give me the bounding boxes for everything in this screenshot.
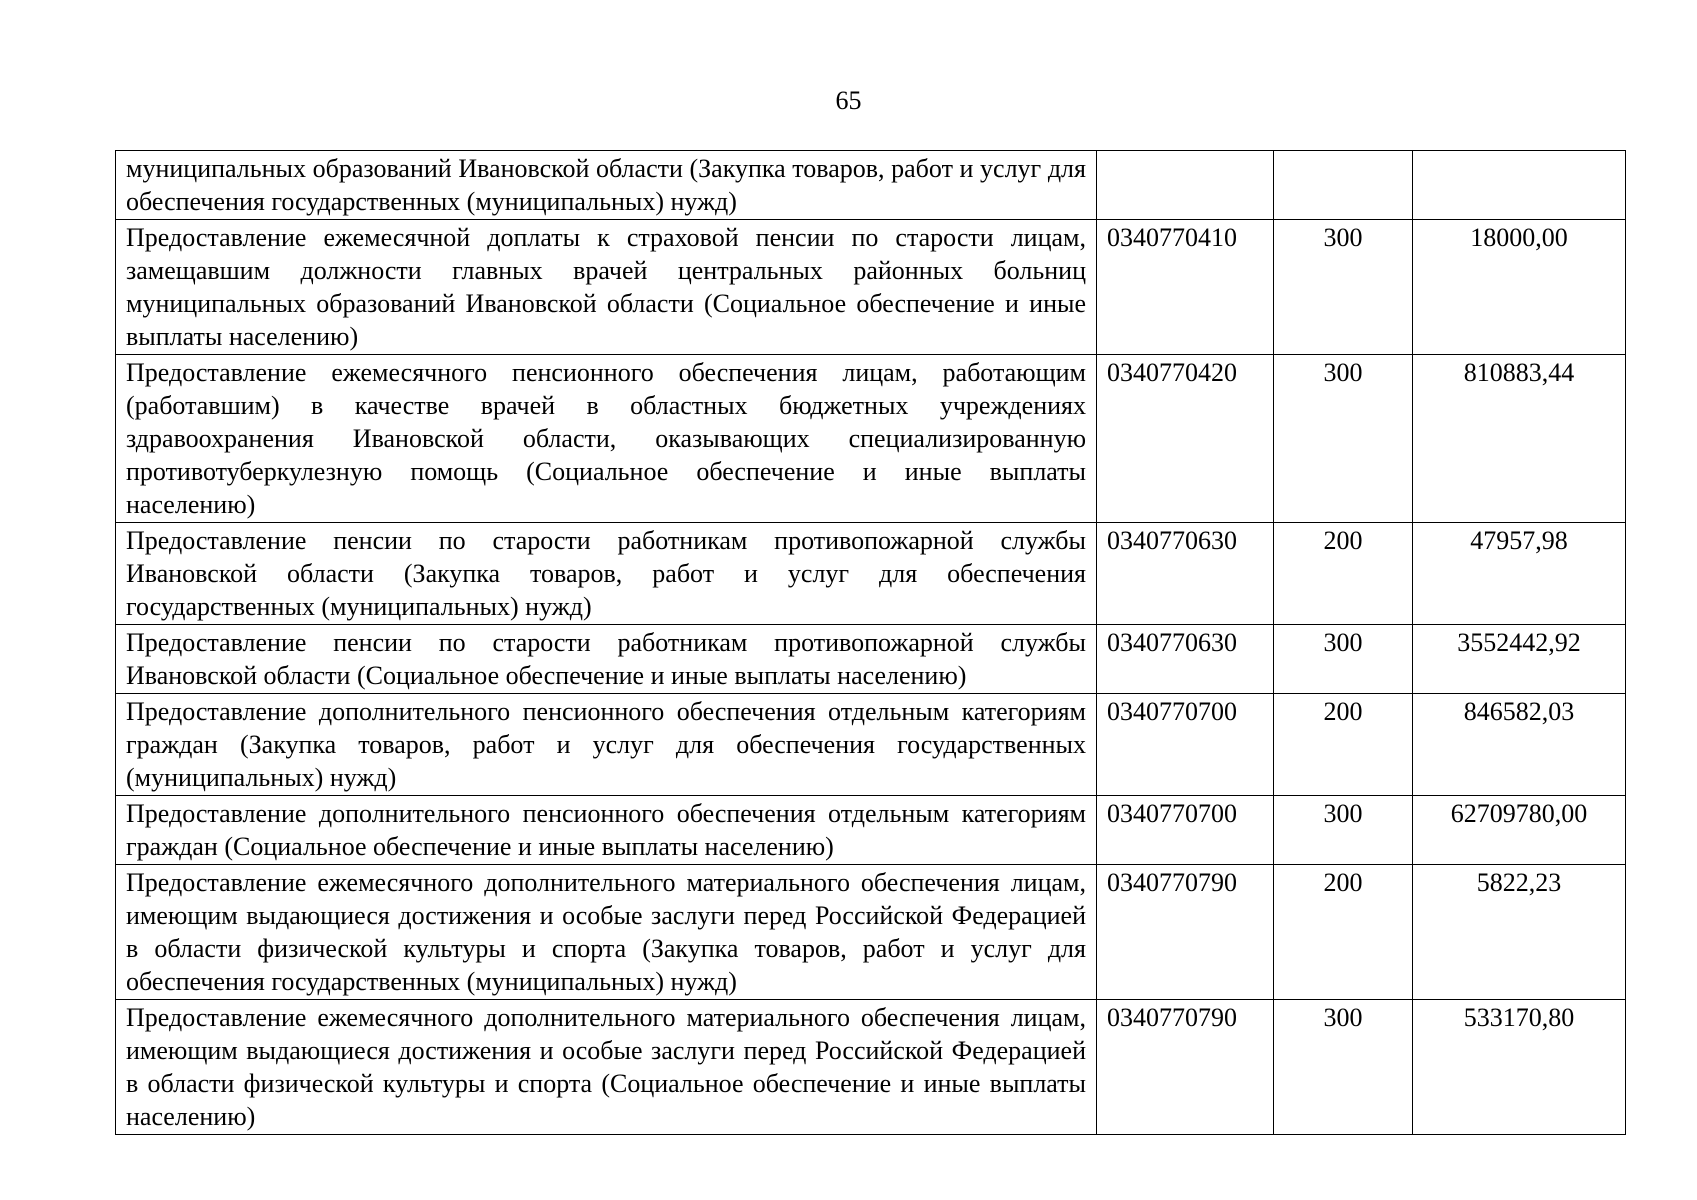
expense-type-cell: 300 <box>1274 625 1413 694</box>
expense-type-cell: 200 <box>1274 523 1413 625</box>
table-row <box>116 355 1626 523</box>
page-number: 65 <box>835 86 862 115</box>
target-article-cell: 0340770420 <box>1097 355 1274 523</box>
expense-name-cell: Предоставление пенсии по старости работникам противопожарной службы Ивановской области (Закупка товаров, работ и услуг для обеспечения государственных (муниципальных) нужд) <box>116 523 1097 625</box>
table-row <box>116 796 1626 865</box>
target-article-cell: 0340770790 <box>1097 1000 1274 1135</box>
amount-cell: 5822,23 <box>1413 865 1626 1000</box>
table-row <box>116 865 1626 1000</box>
amount-cell: 18000,00 <box>1413 220 1626 355</box>
budget-table <box>115 150 1626 1135</box>
amount-cell: 3552442,92 <box>1413 625 1626 694</box>
target-article-cell: 0340770700 <box>1097 694 1274 796</box>
expense-name-cell: Предоставление ежемесячного дополнительного материального обеспечения лицам, имеющим выдающиеся достижения и особые заслуги перед Российской Федерацией в области физической культуры и спорта (Социальное обеспечение и иные выплаты населению) <box>116 1000 1097 1135</box>
target-article-cell: 0340770410 <box>1097 220 1274 355</box>
amount-cell: 846582,03 <box>1413 694 1626 796</box>
expense-type-cell: 300 <box>1274 1000 1413 1135</box>
target-article-cell: 0340770790 <box>1097 865 1274 1000</box>
expense-type-cell: 200 <box>1274 694 1413 796</box>
expense-name-cell: Предоставление дополнительного пенсионного обеспечения отдельным категориям граждан (Закупка товаров, работ и услуг для обеспечения государственных (муниципальных) нужд) <box>116 694 1097 796</box>
table-row <box>116 625 1626 694</box>
table-row <box>116 694 1626 796</box>
expense-name-cell: Предоставление ежемесячной доплаты к страховой пенсии по старости лицам, замещавшим должности главных врачей центральных районных больниц муниципальных образований Ивановской области (Социальное обеспечение и иные выплаты населению) <box>116 220 1097 355</box>
target-article-cell <box>1097 151 1274 220</box>
amount-cell: 810883,44 <box>1413 355 1626 523</box>
expense-name-cell: муниципальных образований Ивановской области (Закупка товаров, работ и услуг для обеспечения государственных (муниципальных) нужд) <box>116 151 1097 220</box>
table-row <box>116 1000 1626 1135</box>
expense-name-cell: Предоставление дополнительного пенсионного обеспечения отдельным категориям граждан (Социальное обеспечение и иные выплаты населению) <box>116 796 1097 865</box>
expense-name-cell: Предоставление ежемесячного дополнительного материального обеспечения лицам, имеющим выдающиеся достижения и особые заслуги перед Российской Федерацией в области физической культуры и спорта (Закупка товаров, работ и услуг для обеспечения государственных (муниципальных) нужд) <box>116 865 1097 1000</box>
target-article-cell: 0340770630 <box>1097 523 1274 625</box>
target-article-cell: 0340770630 <box>1097 625 1274 694</box>
expense-type-cell <box>1274 151 1413 220</box>
expense-type-cell: 300 <box>1274 796 1413 865</box>
expense-type-cell: 300 <box>1274 220 1413 355</box>
amount-cell: 62709780,00 <box>1413 796 1626 865</box>
expense-name-cell: Предоставление ежемесячного пенсионного обеспечения лицам, работающим (работавшим) в качестве врачей в областных бюджетных учреждениях здравоохранения Ивановской области, оказывающих специализированную противотуберкулезную помощь (Социальное обеспечение и иные выплаты населению) <box>116 355 1097 523</box>
table-row <box>116 523 1626 625</box>
table-row <box>116 220 1626 355</box>
amount-cell <box>1413 151 1626 220</box>
table-row <box>116 151 1626 220</box>
expense-type-cell: 200 <box>1274 865 1413 1000</box>
target-article-cell: 0340770700 <box>1097 796 1274 865</box>
expense-name-cell: Предоставление пенсии по старости работникам противопожарной службы Ивановской области (Социальное обеспечение и иные выплаты населению) <box>116 625 1097 694</box>
expense-type-cell: 300 <box>1274 355 1413 523</box>
amount-cell: 47957,98 <box>1413 523 1626 625</box>
amount-cell: 533170,80 <box>1413 1000 1626 1135</box>
